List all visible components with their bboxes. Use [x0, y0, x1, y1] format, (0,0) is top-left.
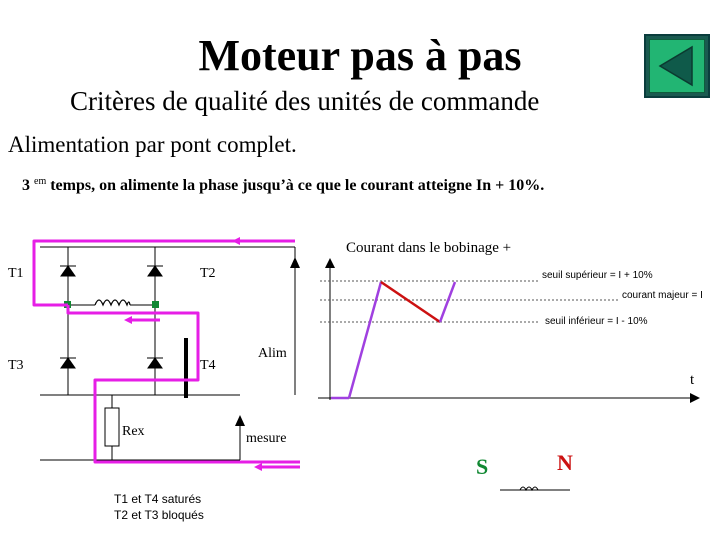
upper-threshold-label: seuil supérieur = I + 10%: [542, 270, 653, 281]
x-axis-arrow-icon: [690, 393, 700, 403]
lower-threshold-label: seuil inférieur = I - 10%: [545, 316, 648, 327]
graph-title: Courant dans le bobinage +: [346, 240, 512, 256]
diode-t2: [148, 266, 162, 276]
y-axis-arrow-icon: [325, 258, 335, 268]
label-t1: T1: [8, 266, 24, 281]
section-heading: Alimentation par pont complet.: [8, 132, 297, 157]
label-alim: Alim: [258, 346, 287, 361]
bridge-circuit: [40, 247, 295, 460]
shunt-resistor: [105, 408, 119, 446]
step-number: 3: [22, 177, 30, 194]
alim-arrow-icon: [290, 257, 300, 268]
page-subtitle: Critères de qualité des unités de commande: [70, 86, 540, 116]
diode-t3: [61, 358, 75, 368]
south-pole-label: S: [476, 454, 489, 479]
coil-icon: [95, 300, 130, 305]
north-pole-label: N: [557, 450, 573, 475]
waveform-rise: [349, 282, 381, 398]
step-suffix: em: [34, 176, 47, 187]
label-rex: Rex: [122, 424, 145, 439]
state-line-1: T1 et T4 saturés: [114, 492, 202, 506]
page-title: Moteur pas à pas: [198, 31, 522, 80]
transistor-diodes: [60, 266, 163, 368]
diode-t1: [61, 266, 75, 276]
label-mesure: mesure: [246, 431, 287, 446]
diode-t4: [148, 358, 162, 368]
label-t2: T2: [200, 266, 216, 281]
alim-bar: [184, 338, 188, 398]
label-t4: T4: [200, 358, 216, 373]
step-text: temps, on alimente la phase jusqu’à ce que le courant atteigne In + 10%.: [46, 177, 545, 194]
rotor-symbol: [500, 487, 570, 490]
mesure-arrow-icon: [235, 415, 245, 426]
time-axis-label: t: [690, 372, 695, 388]
waveform-rise-2: [440, 282, 455, 322]
label-t3: T3: [8, 358, 24, 373]
major-current-label: courant majeur = I: [622, 290, 703, 301]
waveform-fall: [381, 282, 440, 322]
state-line-2: T2 et T3 bloqués: [114, 508, 204, 522]
